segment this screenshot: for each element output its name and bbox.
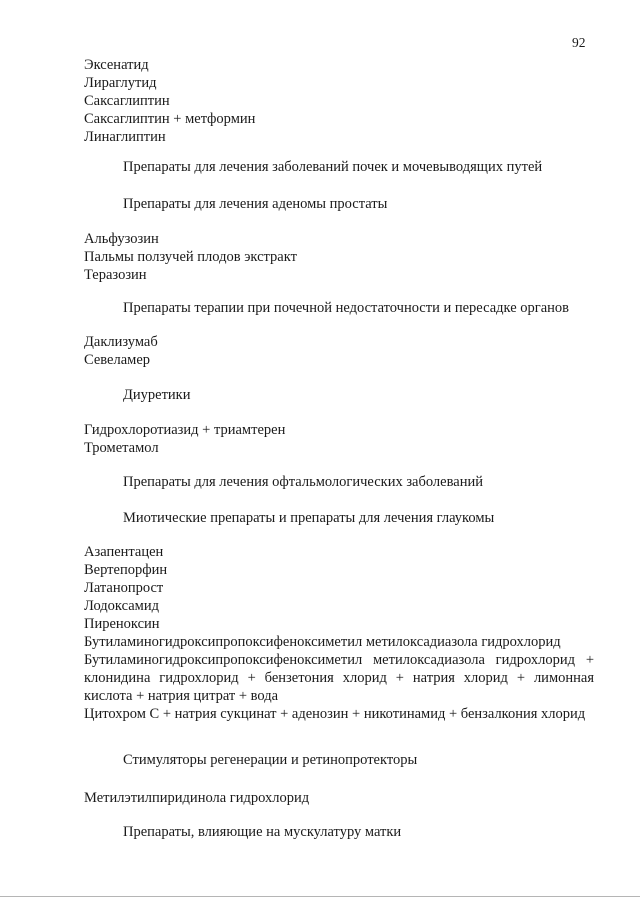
drug-list-4	[84, 421, 594, 457]
list-item: Эксенатид	[84, 57, 149, 73]
list-item: Трометамол	[84, 440, 159, 456]
section-heading-regeneration: Стимуляторы регенерации и ретинопротекторы	[123, 752, 418, 768]
section-heading-glaucoma: Миотические препараты и препараты для лечения глаукомы	[123, 510, 495, 526]
list-item: Метилэтилпиридинола гидрохлорид	[84, 790, 310, 806]
drug-list-6	[84, 789, 594, 807]
list-item: Линаглиптин	[84, 129, 166, 145]
list-item: Альфузозин	[84, 231, 159, 247]
list-item: Севеламер	[84, 352, 151, 368]
list-item: Бутиламиногидроксипропоксифеноксиметил метилоксадиазола гидрохлорид	[84, 634, 561, 650]
list-item: Азапентацен	[84, 544, 164, 560]
list-item: Пальмы ползучей плодов экстракт	[84, 249, 297, 265]
section-heading-uterine: Препараты, влияющие на мускулатуру матки	[123, 824, 402, 840]
list-item: Даклизумаб	[84, 334, 158, 350]
section-heading-diuretics: Диуретики	[123, 387, 191, 403]
section-heading-renal-failure: Препараты терапии при почечной недостаточности и пересадке органов	[123, 300, 570, 316]
list-item: Саксаглиптин + метформин	[84, 111, 256, 127]
drug-list-1	[84, 56, 594, 146]
list-item: Гидрохлоротиазид + триамтерен	[84, 422, 286, 438]
page-bottom-rule	[0, 896, 640, 897]
list-item: Бутиламиногидроксипропоксифеноксиметил метилоксадиазола гидрохлорид + клонидина гидрохлорид + бензетония хлорид + натрия хлорид + лимонная кислота + натрия цитрат + вода	[84, 652, 594, 704]
list-item: Цитохром С + натрия сукцинат + аденозин + никотинамид + бензалкония хлорид	[84, 706, 586, 722]
list-item: Саксаглиптин	[84, 93, 170, 109]
section-heading-kidney: Препараты для лечения заболеваний почек и мочевыводящих путей	[123, 159, 543, 175]
list-item: Лираглутид	[84, 75, 157, 91]
list-item: Латанопрост	[84, 580, 164, 596]
list-item: Лодоксамид	[84, 598, 159, 614]
page-number: 92	[572, 35, 586, 50]
list-item: Вертепорфин	[84, 562, 168, 578]
section-heading-prostate: Препараты для лечения аденомы простаты	[123, 196, 388, 212]
list-item: Пиреноксин	[84, 616, 160, 632]
section-heading-ophthalmology: Препараты для лечения офтальмологических заболеваний	[123, 474, 483, 490]
list-item: Теразозин	[84, 267, 147, 283]
drug-list-2	[84, 230, 594, 284]
drug-list-5	[84, 543, 594, 723]
drug-list-3	[84, 333, 594, 369]
